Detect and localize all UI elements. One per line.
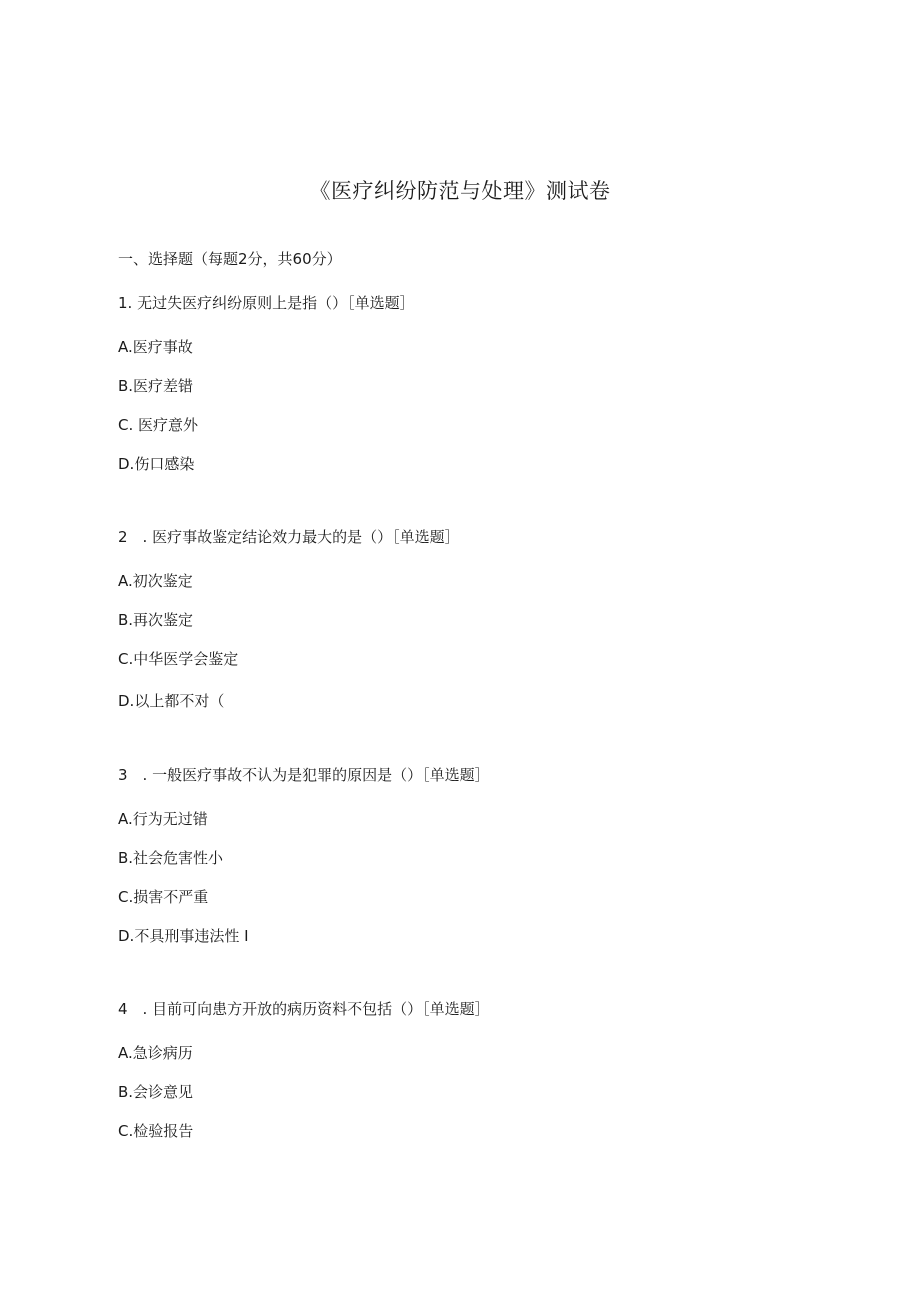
question-2-option-a: A.初次鉴定 <box>118 572 193 590</box>
question-4-option-a: A.急诊病历 <box>118 1044 193 1062</box>
question-1-option-c: C. 医疗意外 <box>118 416 199 434</box>
section-heading: 一、选择题（每题2分，共60分） <box>118 250 342 268</box>
question-3-stem: 3 . 一般医疗事故不认为是犯罪的原因是（）［单选题］ <box>118 766 490 784</box>
question-2-stem: 2 . 医疗事故鉴定结论效力最大的是（）［单选题］ <box>118 528 460 546</box>
question-1-option-b: B.医疗差错 <box>118 377 194 395</box>
question-1-option-a: A.医疗事故 <box>118 338 193 356</box>
question-2-option-b: B.再次鉴定 <box>118 611 194 629</box>
question-3-option-c: C.损害不严重 <box>118 888 209 906</box>
question-3-option-a: A.行为无过错 <box>118 810 208 828</box>
question-1-option-d: D.伤口感染 <box>118 455 195 473</box>
question-2-option-d: D.以上都不对（ <box>118 692 225 710</box>
page-title: 《医疗纠纷防范与处理》测试卷 <box>309 179 611 203</box>
question-3-option-d: D.不具刑事违法性 I <box>118 927 249 945</box>
question-1-stem: 1. 无过失医疗纠纷原则上是指（）［单选题］ <box>118 294 415 312</box>
question-3-option-b: B.社会危害性小 <box>118 849 224 867</box>
question-4-option-c: C.检验报告 <box>118 1122 194 1140</box>
question-2-option-c: C.中华医学会鉴定 <box>118 650 239 668</box>
question-4-stem: 4 . 目前可向患方开放的病历资料不包括（）［单选题］ <box>118 1000 490 1018</box>
question-4-option-b: B.会诊意见 <box>118 1083 194 1101</box>
